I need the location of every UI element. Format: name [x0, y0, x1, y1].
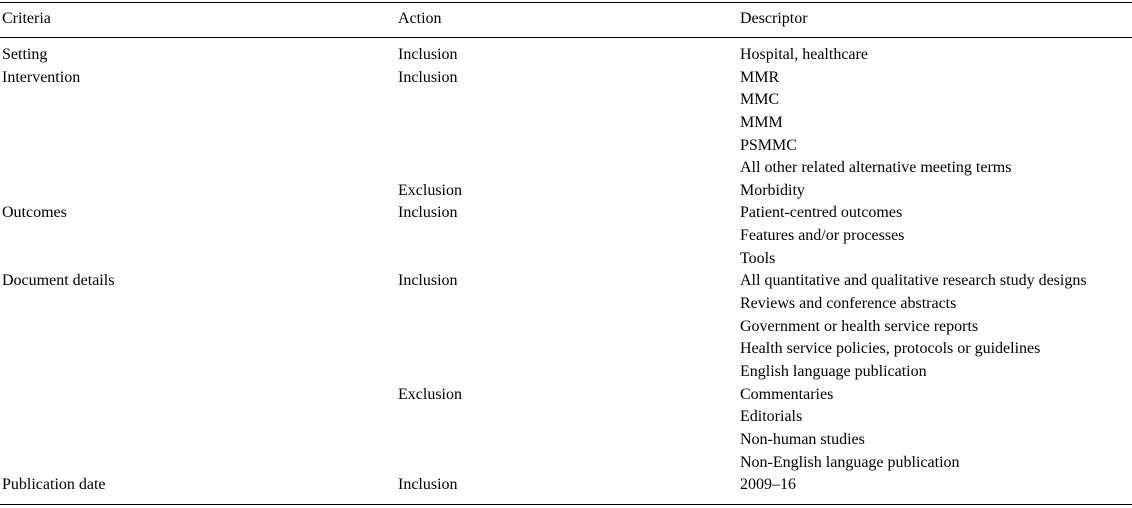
- table-cell-descriptor: Patient-centred outcomes: [740, 204, 903, 222]
- table-cell-action: [398, 135, 462, 158]
- table-cell-action: Exclusion: [398, 181, 462, 199]
- table-cell-criteria: [2, 248, 114, 271]
- table-cell-descriptor: Tools: [740, 249, 776, 267]
- table-cell-criteria: [2, 157, 114, 180]
- table-cell-descriptor: PSMMC: [740, 136, 797, 154]
- table-cell-descriptor: Non-English language publication: [740, 453, 960, 471]
- table-cell-action: Inclusion: [398, 204, 458, 222]
- table-cell-action: Exclusion: [398, 385, 462, 403]
- table-cell-action: Inclusion: [398, 46, 458, 63]
- table-cell-criteria: [2, 452, 114, 475]
- table-cell-descriptor: 2009–16: [740, 476, 796, 494]
- criteria-column: [2, 44, 114, 497]
- table-cell-descriptor: Hospital, healthcare: [740, 46, 868, 63]
- table-cell-descriptor: Government or health service reports: [740, 317, 979, 335]
- table-cell-descriptor: Non-human studies: [740, 430, 865, 448]
- bottom-rule: [0, 504, 1132, 505]
- action-column: [398, 44, 462, 497]
- table-cell-criteria: [2, 112, 114, 135]
- table-cell-descriptor: Health service policies, protocols or guidelines: [740, 340, 1041, 358]
- table-cell-descriptor: Editorials: [740, 408, 803, 426]
- table-cell-criteria: Intervention: [2, 68, 81, 86]
- table-cell-criteria: Outcomes: [2, 204, 67, 222]
- header-descriptor: Descriptor: [740, 10, 808, 27]
- table-cell-criteria: [2, 406, 114, 429]
- table-cell-criteria: [2, 135, 114, 158]
- table-cell-descriptor: All quantitative and qualitative research study designs: [740, 272, 1087, 290]
- table-cell-criteria: [2, 225, 114, 248]
- table-cell-action: Inclusion: [398, 272, 458, 290]
- table-cell-criteria: [2, 180, 114, 203]
- table-cell-criteria: [2, 338, 114, 361]
- header-rule: [0, 37, 1132, 38]
- table-cell-criteria: Publication date: [2, 476, 106, 494]
- table-cell-action: [398, 248, 462, 271]
- table-cell-action: [398, 316, 462, 339]
- table-cell-action: [398, 338, 462, 361]
- table-cell-action: [398, 361, 462, 384]
- table-cell-criteria: [2, 316, 114, 339]
- table-cell-criteria: Setting: [2, 46, 48, 63]
- header-criteria: Criteria: [2, 10, 51, 27]
- table-cell-criteria: Document details: [2, 272, 115, 290]
- table-cell-descriptor: Reviews and conference abstracts: [740, 295, 957, 313]
- header-action: Action: [398, 10, 442, 27]
- table-cell-action: Inclusion: [398, 476, 458, 494]
- table-cell-criteria: [2, 384, 114, 407]
- table-cell-criteria: [2, 293, 114, 316]
- top-rule: [0, 2, 1132, 3]
- table-cell-descriptor: English language publication: [740, 362, 927, 380]
- table-cell-action: [398, 89, 462, 112]
- table-cell-descriptor: Features and/or processes: [740, 227, 905, 245]
- table-cell-action: [398, 429, 462, 452]
- table-cell-descriptor: MMR: [740, 68, 780, 86]
- table-cell-action: Inclusion: [398, 68, 458, 86]
- table-cell-descriptor: Commentaries: [740, 385, 834, 403]
- table-cell-action: [398, 406, 462, 429]
- table-cell-criteria: [2, 429, 114, 452]
- table-cell-descriptor: Morbidity: [740, 181, 805, 199]
- descriptor-column: [740, 44, 1087, 497]
- table-cell-descriptor: All other related alternative meeting terms: [740, 159, 1012, 177]
- table-cell-action: [398, 452, 462, 475]
- table-cell-descriptor: MMC: [740, 91, 780, 109]
- table-cell-action: [398, 293, 462, 316]
- table-cell-action: [398, 112, 462, 135]
- table-cell-action: [398, 225, 462, 248]
- table-cell-criteria: [2, 361, 114, 384]
- table-cell-descriptor: MMM: [740, 113, 783, 131]
- table-cell-action: [398, 157, 462, 180]
- table-cell-criteria: [2, 89, 114, 112]
